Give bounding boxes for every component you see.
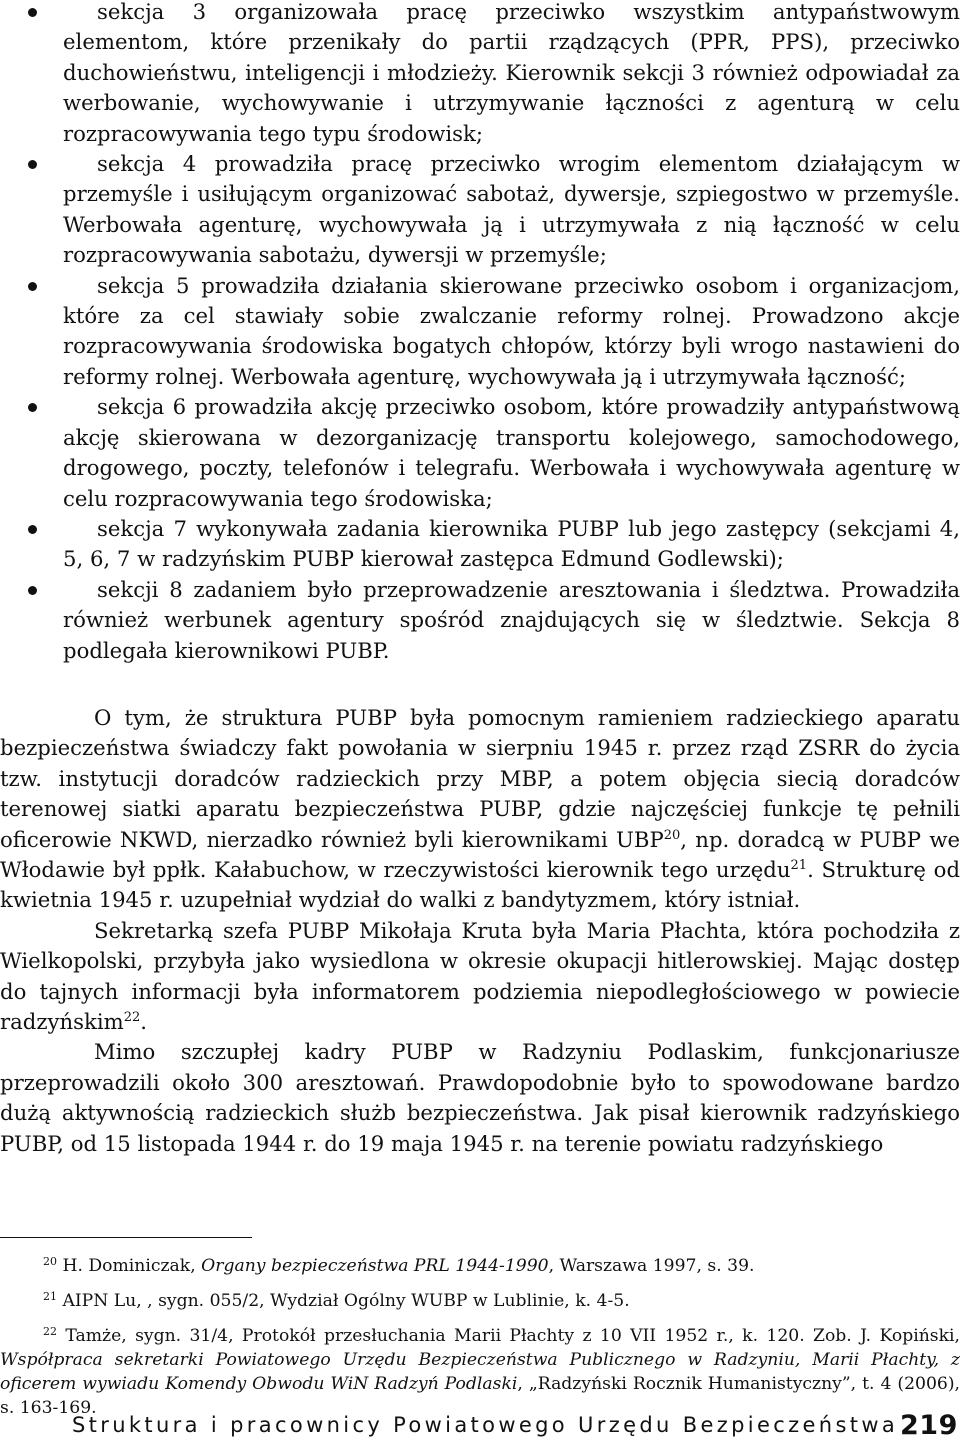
paragraph-text: . Strukturę od kwietnia 1945 r. uzupełniał wydział do walki z bandytyzmem, który istniał. xyxy=(0,857,960,913)
footnote-text: , Warszawa 1997, s. 39. xyxy=(548,1256,755,1276)
list-item xyxy=(0,392,960,514)
section-list xyxy=(0,0,960,666)
bullet-icon xyxy=(28,525,37,534)
bullet-icon xyxy=(28,8,37,17)
paragraph xyxy=(0,703,960,916)
list-item xyxy=(0,149,960,271)
running-footer: Struktura i pracownicy Powiatowego Urzędu Bezpieczeństwa xyxy=(72,1413,899,1437)
bullet-icon xyxy=(28,160,37,169)
footnote-ref[interactable]: 20 xyxy=(663,827,681,843)
list-item-text: sekcja 4 prowadziła pracę przeciwko wrogim elementom działającym w przemyśle i usiłującym organizować sabotaż, dywersje, szpiegostwo w przemyśle. Werbowała agenturę, wychowywała ją i utrzymywała z nią łączność w celu rozpracowywania sabotażu, dywersji w przemyśle; xyxy=(63,151,960,268)
paragraph-text: Sekretarką szefa PUBP Mikołaja Kruta była Maria Płachta, która pochodziła z Wielkopolski, przybyła jako wysiedlona w okresie okupacji hitlerowskiej. Mając dostęp do tajnych informacji była informatorem podziemia niepodległościowego w powiecie radzyńskim xyxy=(0,917,960,1035)
paragraph-text: O tym, że struktura PUBP była pomocnym ramieniem radzieckiego aparatu bezpieczeństwa świadczy fakt powołania w sierpniu 1945 r. przez rząd ZSRR do życia tzw. instytucji doradców radzieckich przy MBP, a potem objęcia siecią doradców terenowej siatki aparatu bezpieczeństwa PUBP, gdzie najczęściej funkcje tę pełnili oficerowie NKWD, nierzadko również byli kierownikami UBP xyxy=(0,705,960,852)
paragraph xyxy=(0,916,960,1038)
footnote xyxy=(0,1250,960,1278)
footnotes xyxy=(0,1250,960,1427)
footnote-ref[interactable]: 21 xyxy=(790,858,808,874)
list-item xyxy=(0,0,960,149)
footnote-divider xyxy=(0,1237,252,1238)
footnote-text: AIPN Lu, , sygn. 055/2, Wydział Ogólny WUBP w Lublinie, k. 4-5. xyxy=(62,1291,630,1311)
paragraph-text: . xyxy=(140,1009,147,1035)
paragraph-text: , np. doradcą w PUBP we Włodawie był ppłk. Kałabuchow, w rzeczywistości kierownik tego urzędu xyxy=(0,826,960,883)
paragraph: Mimo szczupłej kadry PUBP w Radzyniu Podlaskim, funkcjonariusze przeprowadzili około 300 aresztowań. Prawdopodobnie było to spowodowane bardzo dużą aktywnością radzieckich służb bezpieczeństwa. Jak pisał kierownik radzyńskiego PUBP, od 15 listopada 1944 r. do 19 maja 1945 r. na terenie powiatu radzyńskiego xyxy=(0,1039,960,1156)
list-item-text: sekcja 3 organizowała pracę przeciwko wszystkim antypaństwowym elementom, które przenikały do partii rządzących (PPR, PPS), przeciwko duchowieństwu, inteligencji i młodzieży. Kierownik sekcji 3 również odpowiadał za werbowanie, wychowywanie i utrzymywanie łączności z agenturą w celu rozpracowywania tego typu środowisk; xyxy=(63,0,960,146)
list-item xyxy=(0,575,960,666)
footnote xyxy=(0,1285,960,1313)
footnote-number: 22 xyxy=(43,1325,57,1338)
footnote-title: Organy bezpieczeństwa PRL 1944-1990 xyxy=(201,1256,549,1276)
footnote-text: , „Radzyński Rocznik Humanistyczny”, t. 4 (2006), s. 163-169. xyxy=(0,1374,960,1418)
list-item xyxy=(0,514,960,575)
list-item xyxy=(0,271,960,393)
bullet-icon xyxy=(28,282,37,291)
footnote-title: Współpraca sekretarki Powiatowego Urzędu Bezpieczeństwa Publicznego w Radzyniu, Marii Płachty, z oficerem wywiadu Komendy Obwodu WiN Radzyń Podlaski xyxy=(0,1350,960,1394)
list-item-text: sekcja 6 prowadziła akcję przeciwko osobom, które prowadziły antypaństwową akcję skierowana w dezorganizację transportu kolejowego, samochodowego, drogowego, poczty, telefonów i telegrafu. Werbowała i wychowywała agenturę w celu rozpracowywania tego środowiska; xyxy=(63,394,960,511)
footnote-number: 20 xyxy=(43,1255,57,1268)
footnote xyxy=(0,1320,960,1420)
footnote-number: 21 xyxy=(43,1290,57,1303)
list-item-text: sekcji 8 zadaniem było przeprowadzenie aresztowania i śledztwa. Prowadziła również werbunek agentury spośród znajdujących się w śledztwie. Sekcja 8 podlegała kierownikowi PUBP. xyxy=(63,576,960,663)
bullet-icon xyxy=(28,586,37,595)
bullet-icon xyxy=(28,403,37,412)
list-item-text: sekcja 5 prowadziła działania skierowane przeciwko osobom i organizacjom, które za cel stawiały sobie zwalczanie reformy rolnej. Prowadzono akcje rozpracowywania środowiska bogatych chłopów, którzy byli wrogo nastawieni do reformy rolnej. Werbowała agenturę, wychowywała ją i utrzymywała łączność; xyxy=(63,272,960,389)
footnote-text: Tamże, sygn. 31/4, Protokół przesłuchania Marii Płachty z 10 VII 1952 r., k. 120. Zob. J. Kopiński, xyxy=(65,1326,960,1346)
body-text xyxy=(0,703,960,1159)
footnote-text: H. Dominiczak, xyxy=(62,1256,202,1276)
list-item-text: sekcja 7 wykonywała zadania kierownika PUBP lub jego zastępcy (sekcjami 4, 5, 6, 7 w radzyńskim PUBP kierował zastępca Edmund Godlewski); xyxy=(63,515,960,572)
footnote-ref[interactable]: 22 xyxy=(123,1010,141,1026)
page-number: 219 xyxy=(900,1410,958,1441)
